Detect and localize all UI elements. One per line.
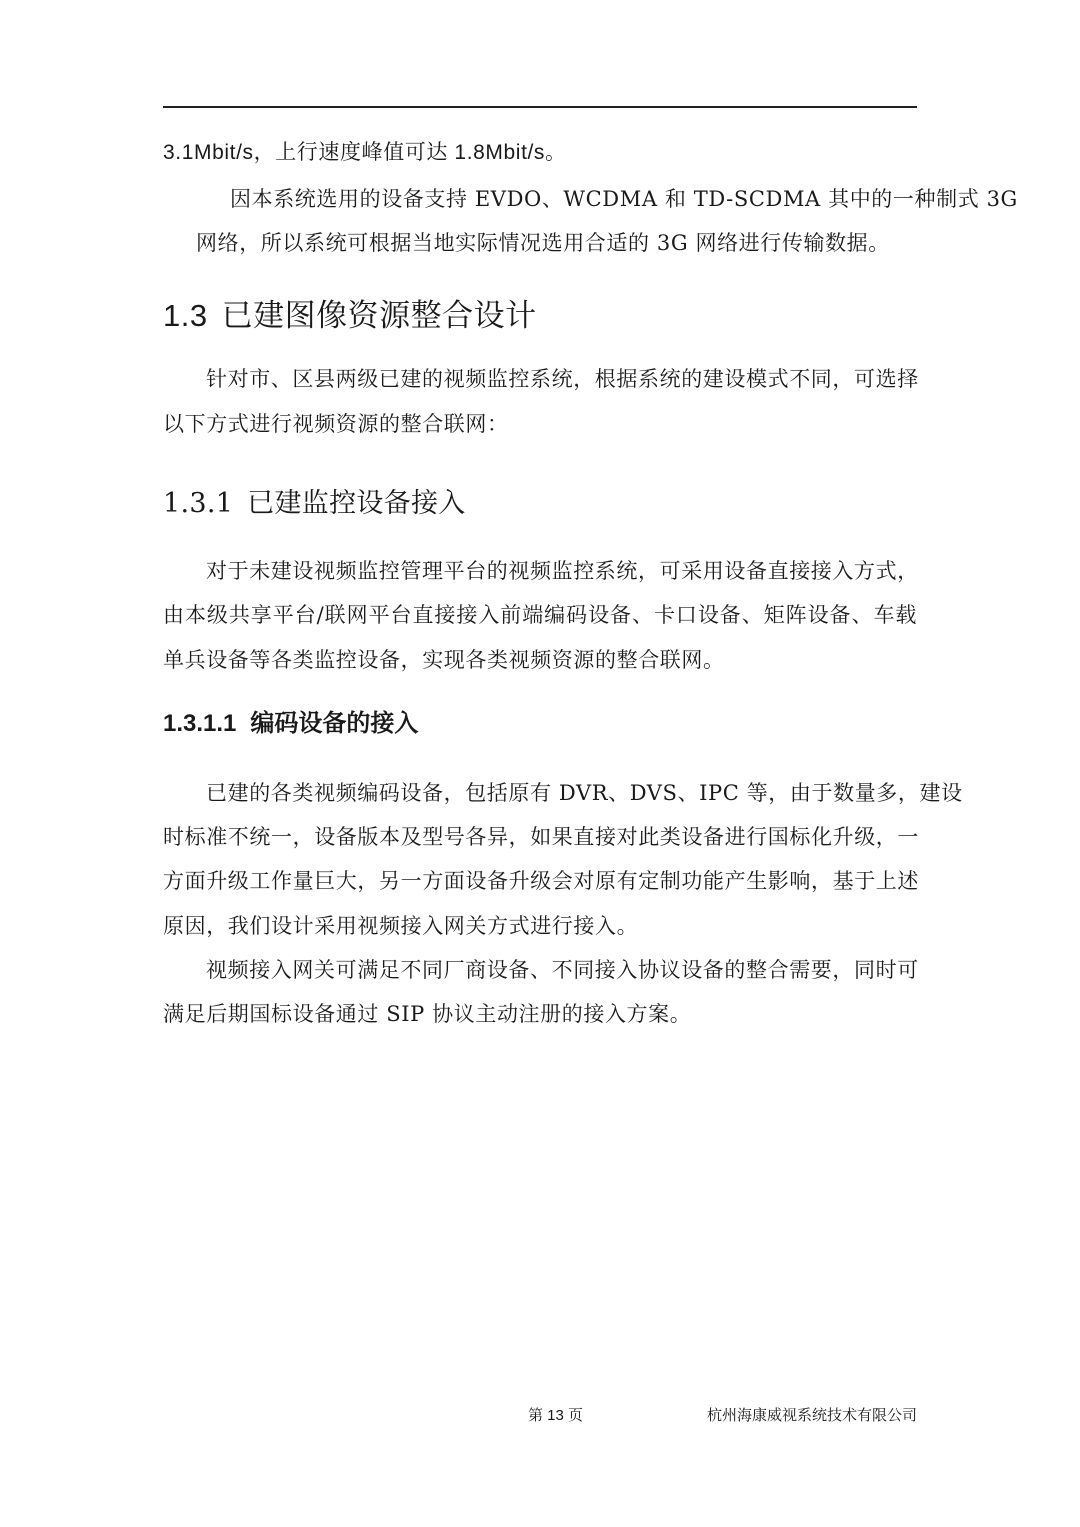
paragraph-3g-line-1: 因本系统选用的设备支持 EVDO、WCDMA 和 TD-SCDMA 其中的一种制式 3G xyxy=(230,187,1018,211)
heading-1-3-1-title: 已建监控设备接入 xyxy=(247,488,466,518)
paragraph-gateway-line-1: 视频接入网关可满足不同厂商设备、不同接入协议设备的整合需要，同时可 xyxy=(206,958,919,982)
heading-1-3-1-1-title: 编码设备的接入 xyxy=(250,710,419,737)
paragraph-encoder-line-2: 时标准不统一，设备版本及型号各异，如果直接对此类设备进行国标化升级，一 xyxy=(163,825,919,849)
heading-1-3 xyxy=(163,296,537,336)
paragraph-gateway-line-2: 满足后期国标设备通过 SIP 协议主动注册的接入方案。 xyxy=(163,1002,692,1026)
heading-1-3-1-1-number: 1.3.1.1 xyxy=(163,710,237,737)
heading-1-3-1-1 xyxy=(163,708,418,740)
paragraph-encoder-line-3: 方面升级工作量巨大，另一方面设备升级会对原有定制功能产生影响，基于上述 xyxy=(163,869,919,893)
heading-1-3-number: 1.3 xyxy=(163,298,208,333)
heading-1-3-title: 已建图像资源整合设计 xyxy=(221,298,537,333)
heading-1-3-1-number: 1.3.1 xyxy=(163,488,234,519)
paragraph-3g-line-2: 网络，所以系统可根据当地实际情况选用合适的 3G 网络进行传输数据。 xyxy=(196,231,890,255)
continued-text-line: 3.1Mbit/s，上行速度峰值可达 1.8Mbit/s。 xyxy=(163,141,567,164)
paragraph-encoder-line-4: 原因，我们设计采用视频接入网关方式进行接入。 xyxy=(163,914,639,938)
footer-company-name: 杭州海康威视系统技术有限公司 xyxy=(706,1407,917,1424)
heading-1-3-1 xyxy=(163,485,466,522)
paragraph-1-3-1-line-3: 单兵设备等各类监控设备，实现各类视频资源的整合联网。 xyxy=(163,648,725,672)
footer-page-number: 第 13 页 xyxy=(528,1407,584,1424)
paragraph-1-3-1-line-2: 由本级共享平台/联网平台直接接入前端编码设备、卡口设备、矩阵设备、车载 xyxy=(163,603,917,627)
paragraph-1-3-line-1: 针对市、区县两级已建的视频监控系统，根据系统的建设模式不同，可选择 xyxy=(206,367,919,391)
paragraph-encoder-line-1: 已建的各类视频编码设备，包括原有 DVR、DVS、IPC 等，由于数量多，建设 xyxy=(206,781,963,805)
paragraph-1-3-line-2: 以下方式进行视频资源的整合联网： xyxy=(163,412,509,436)
header-rule xyxy=(163,106,917,108)
paragraph-1-3-1-line-1: 对于未建设视频监控管理平台的视频监控系统，可采用设备直接接入方式， xyxy=(206,559,919,583)
